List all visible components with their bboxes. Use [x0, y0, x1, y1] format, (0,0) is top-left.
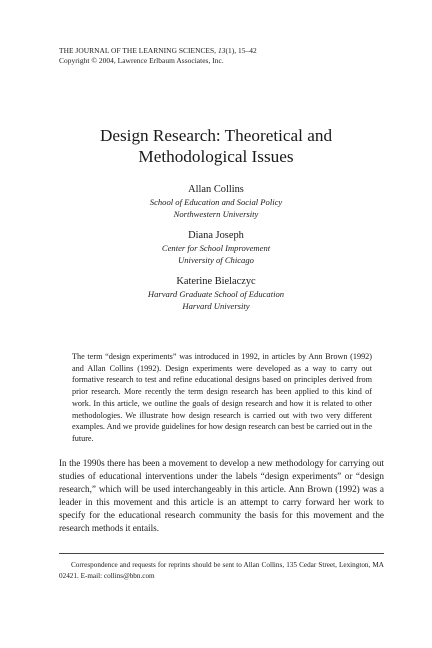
author-name: Diana Joseph	[188, 230, 244, 241]
author-list	[40, 183, 392, 321]
journal-volume: 13	[217, 46, 226, 55]
correspondence-footnote: Correspondence and requests for reprints should be sent to Allan Collins, 135 Cedar Street, Lexington, MA 02421. E-mail: collins@bbn.com	[59, 561, 384, 580]
author-affiliation: Harvard Graduate School of Education	[147, 289, 285, 299]
article-title	[40, 125, 392, 167]
author-name: Allan Collins	[188, 184, 244, 195]
journal-issue-pages: (1), 15–42	[225, 46, 257, 55]
article-title-line-1: Design Research: Theoretical and	[99, 126, 333, 145]
author-name: Katerine Bielaczyc	[176, 276, 256, 287]
author-block	[40, 229, 392, 266]
author-institution: Northwestern University	[173, 209, 259, 219]
author-affiliation: School of Education and Social Policy	[149, 197, 283, 207]
article-title-line-2: Methodological Issues	[138, 147, 294, 166]
author-institution: Harvard University	[182, 301, 250, 311]
journal-name: THE JOURNAL OF THE LEARNING SCIENCES,	[59, 46, 217, 55]
journal-citation	[59, 46, 379, 56]
abstract: The term “design experiments” was introduced in 1992, in articles by Ann Brown (1992) and Allan Collins (1992). Design experiments were developed as a way to carry out formative research to test and refine educational designs based on principles derived from prior research. More recently the term design research has been applied to this kind of work. In this article, we outline the goals of design research and how it is related to other methodologies. We illustrate how design research is carried out with two very different examples. And we provide guidelines for how design research can best be carried out in the future.	[72, 352, 372, 443]
running-head	[59, 46, 379, 66]
body-paragraph: In the 1990s there has been a movement to develop a new methodology for carrying out studies of educational interventions under the labels “design experiments” or “design research,” which will be used interchangeably in this article. Ann Brown (1992) was a leader in this movement and this article is an attempt to carry forward her work to specify for the educational research community the basis for this movement and the research methods it entails.	[59, 458, 384, 534]
author-block	[40, 275, 392, 312]
author-institution: University of Chicago	[178, 255, 254, 265]
copyright-line: Copyright © 2004, Lawrence Erlbaum Associates, Inc.	[59, 56, 224, 65]
author-block	[40, 183, 392, 220]
author-affiliation: Center for School Improvement	[161, 243, 271, 253]
footnote-divider	[59, 553, 384, 554]
